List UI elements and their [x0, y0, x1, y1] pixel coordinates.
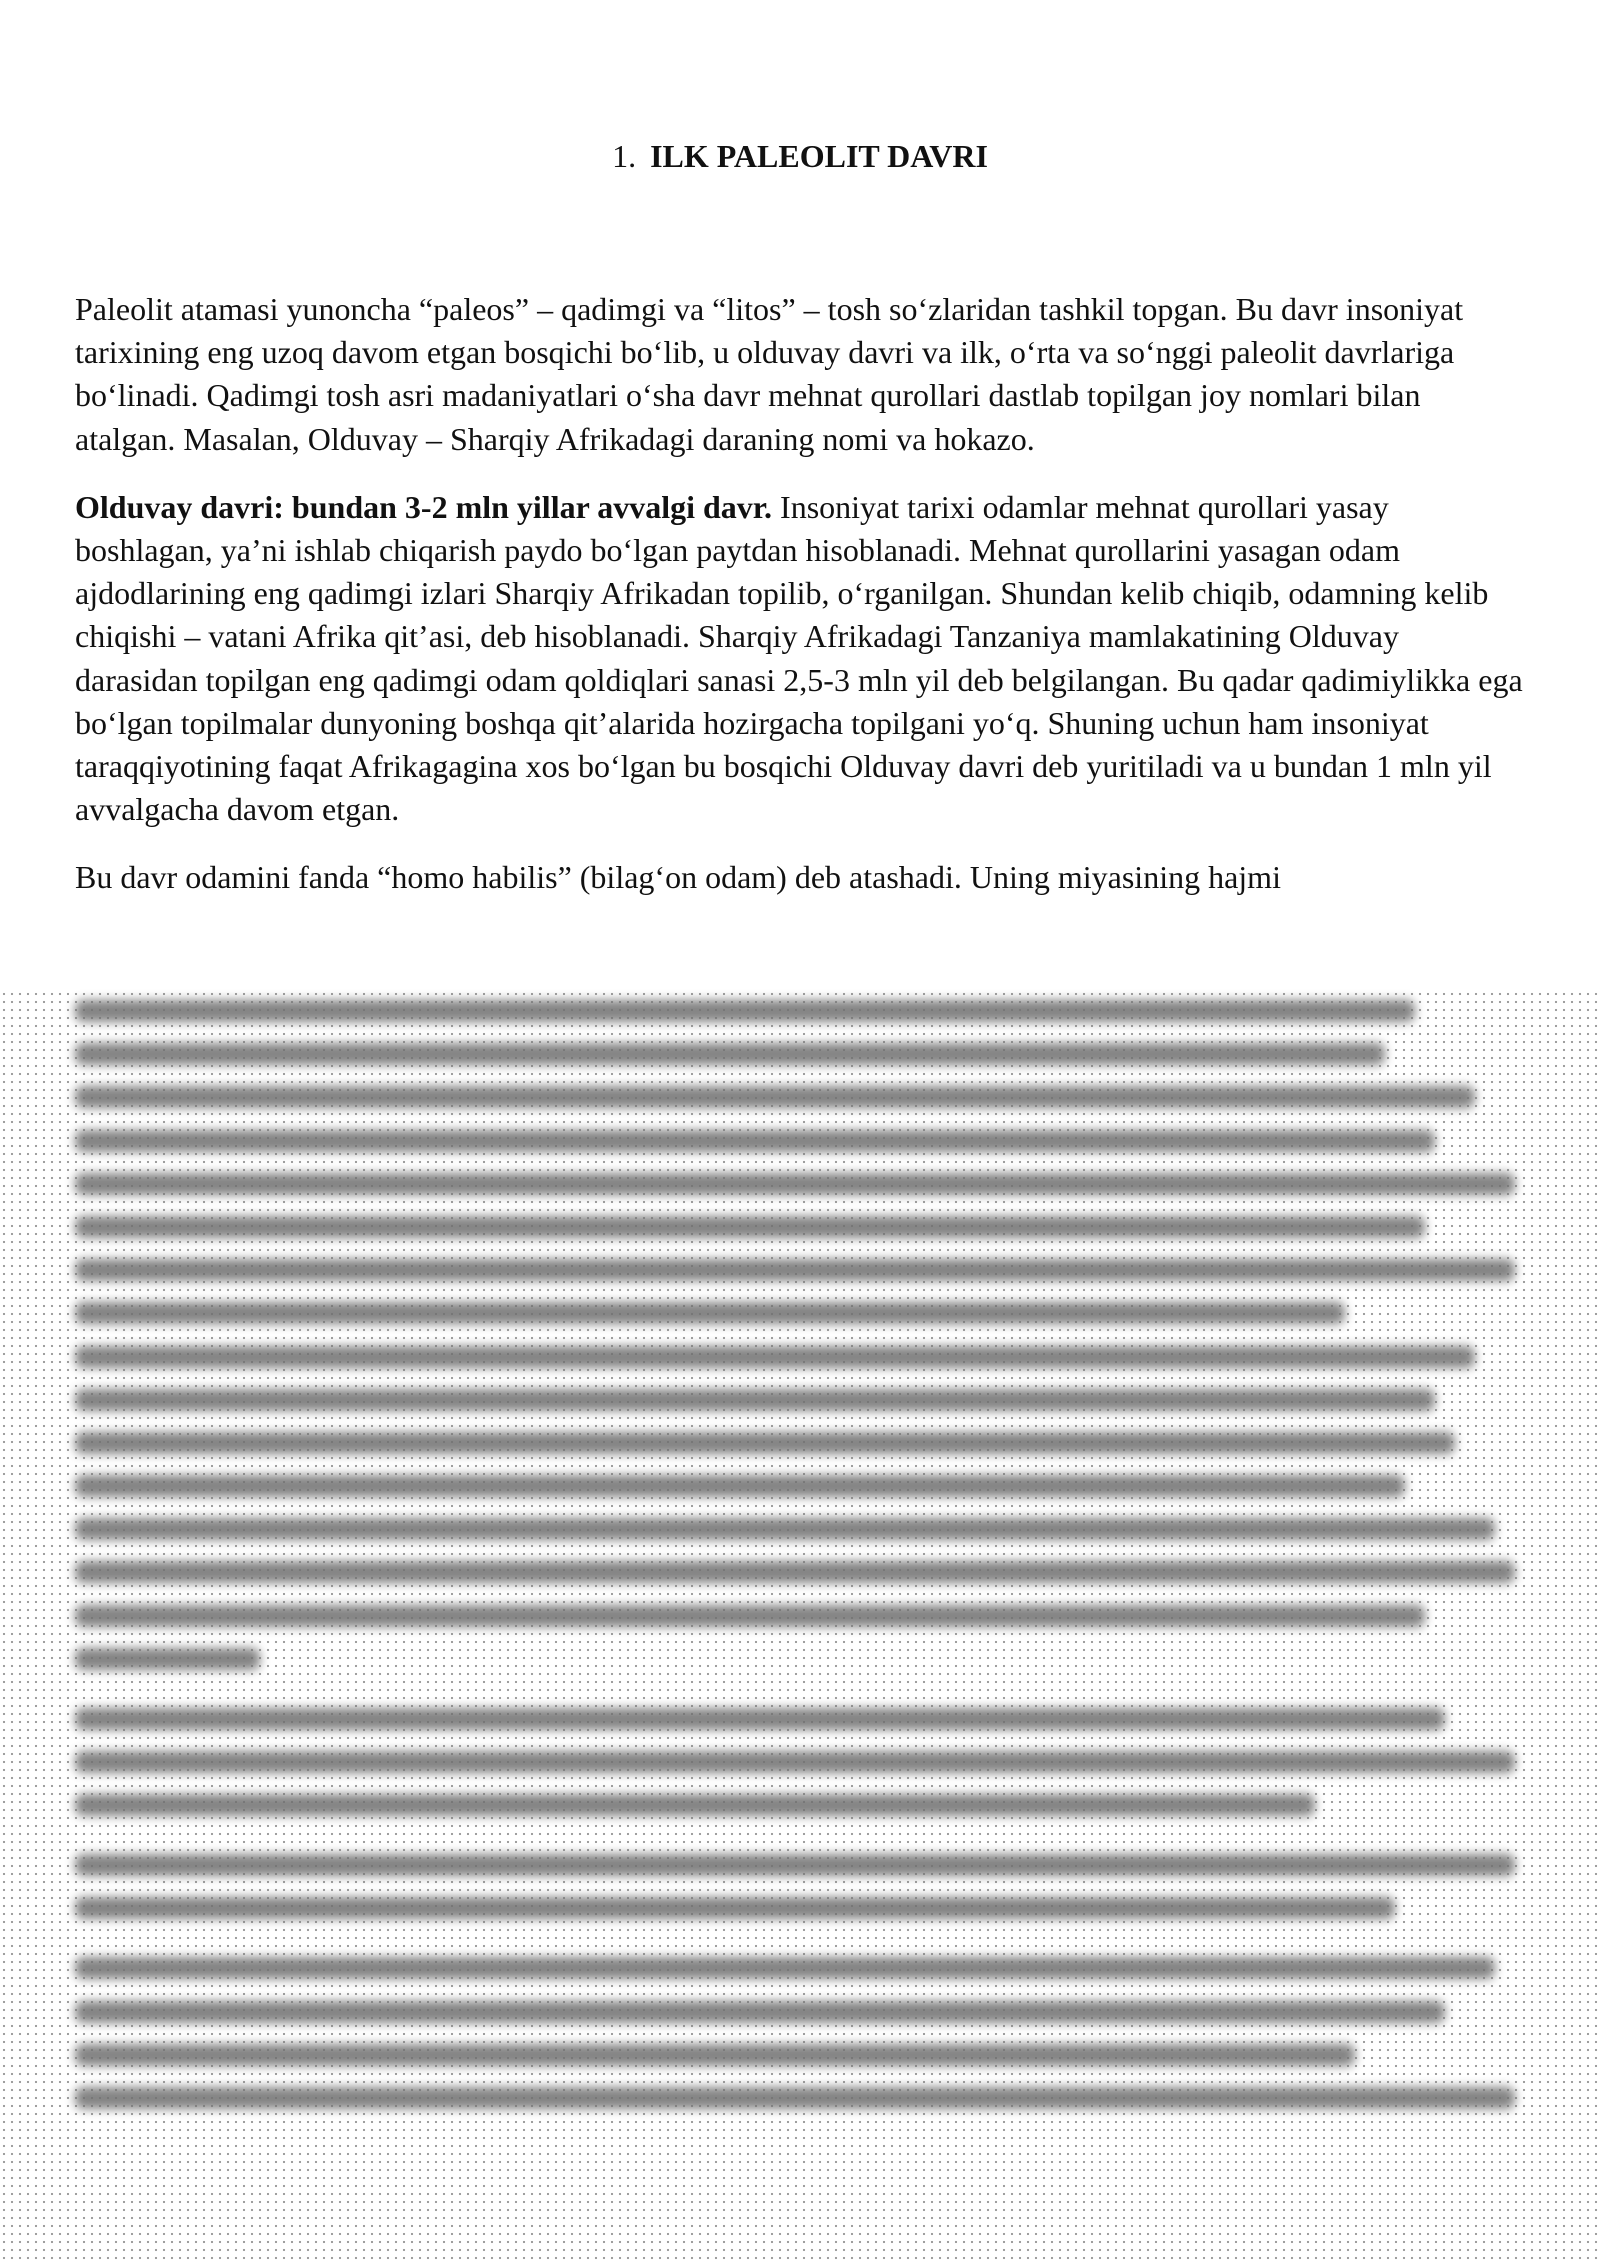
paragraph-homo-habilis-text: Bu davr odamini fanda “homo habilis” (bilag‘on odam) deb atashadi. Uning miyasining hajmi	[75, 859, 1281, 896]
obscured-paragraph	[75, 1000, 1525, 1670]
obscured-paragraph	[75, 1708, 1525, 1816]
paragraph-intro-text: Paleolit atamasi yunoncha “paleos” – qadimgi va “litos” – tosh so‘zlaridan tashkil topgan. Bu davr insoniyat tarixining eng uzoq davom etgan bosqichi bo‘lib, u olduvay davri va ilk, o‘rta va so‘nggi paleolit davrlariga bo‘linadi. Qadimgi tosh asri madaniyatlari o‘sha davr mehnat qurollari dastlab topilgan joy nomlari bilan atalgan. Masalan, Olduvay – Sharqiy Afrikadagi daraning nomi va hokazo.	[75, 291, 1464, 457]
paragraph-olduvay-heading: Olduvay davri: bundan 3-2 mln yillar avvalgi davr.	[75, 488, 773, 525]
obscured-paragraph	[75, 1957, 1525, 2109]
paragraph-olduvay-text: Insoniyat tarixi odamlar mehnat qurollari yasay boshlagan, ya’ni ishlab chiqarish paydo bo‘lgan paytdan hisoblanadi. Mehnat qurollarini yasagan odam ajdodlarining eng qadimgi izlari Sharqiy Afrikadan topilib, o‘rganilgan. Shundan kelib chiqib, odamning kelib chiqishi – vatani Afrika qit’asi, deb hisoblanadi. Sharqiy Afrikadagi Tanzaniya mamlakatining Olduvay darasidan topilgan eng qadimgi odam qoldiqlari sanasi 2,5-3 mln yil deb belgilangan. Bu qadar qadimiylikka ega bo‘lgan topilmalar dunyoning boshqa qit’alarida hozirgacha topilgani yo‘q. Shuning uchun ham insoniyat taraqqiyotining faqat Afrikagagina xos bo‘lgan bu bosqichi Olduvay davri deb yuritiladi va u bundan 1 mln yil avvalgacha davom etgan.	[75, 488, 1523, 828]
paragraph-olduvay	[75, 486, 1525, 832]
chapter-title	[0, 136, 1600, 176]
document-body	[75, 288, 1525, 925]
obscured-paragraph	[75, 1854, 1525, 1919]
paragraph-homo-habilis	[75, 856, 1525, 899]
chapter-number: 1.	[612, 138, 637, 174]
obscured-text-block	[75, 1000, 1525, 2147]
chapter-title-text: ILK PALEOLIT DAVRI	[650, 138, 988, 174]
paragraph-intro	[75, 288, 1525, 461]
